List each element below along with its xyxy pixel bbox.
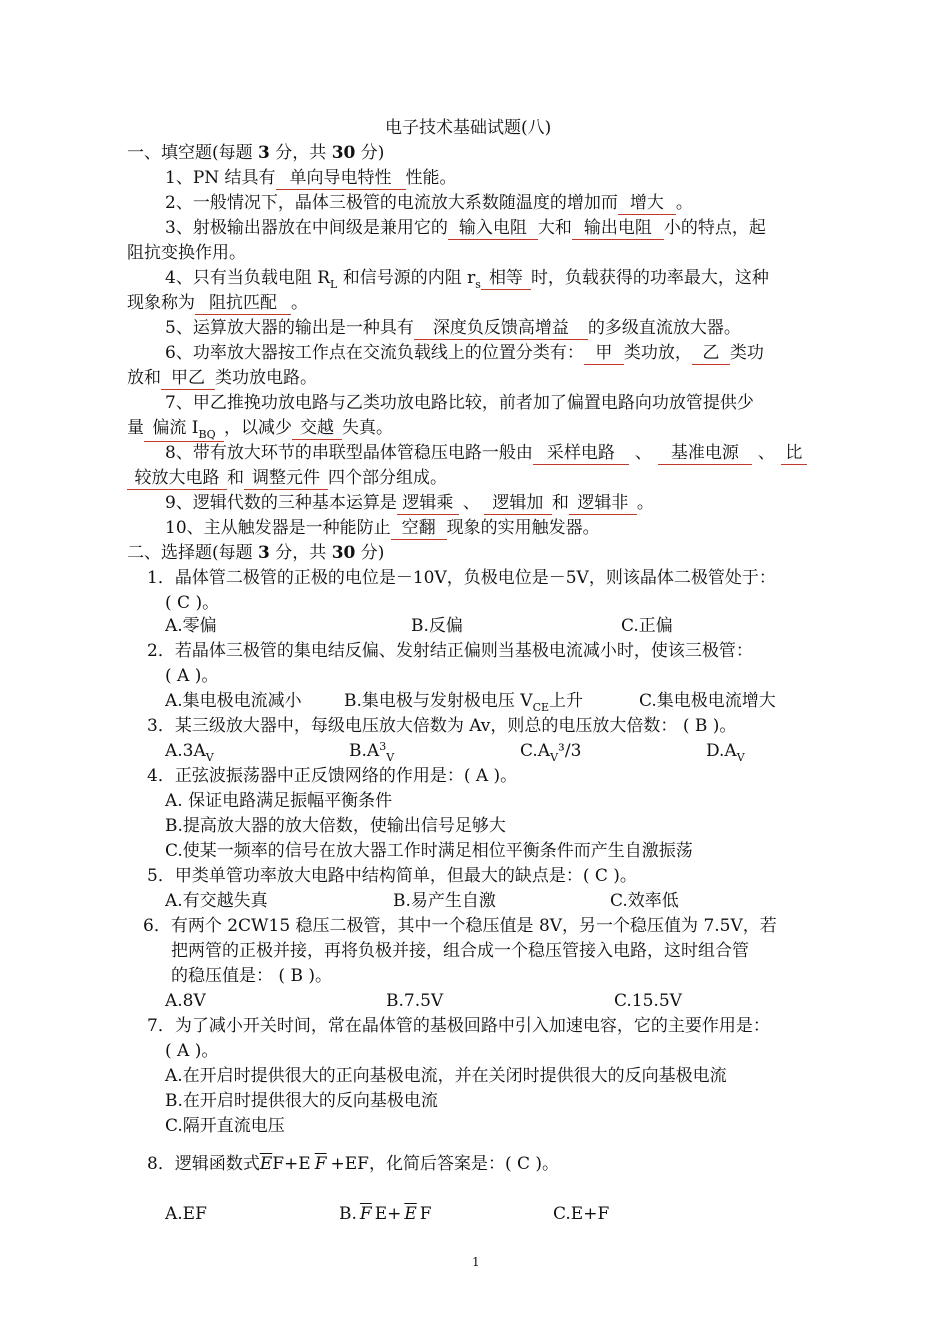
choice-2-option-b-end: 上升 xyxy=(549,691,584,711)
section-1-total: 30 xyxy=(331,143,356,163)
section-1-points: 3 xyxy=(258,143,270,163)
q10-text-end: 现象的实用触发器。 xyxy=(446,518,600,538)
choice-7-option-c: C.隔开直流电压 xyxy=(165,1116,285,1136)
question-6 xyxy=(165,341,764,365)
section-2-total: 30 xyxy=(331,543,356,563)
choice-4-option-c: C.使某一频率的信号在放大器工作时满足相位平衡条件而产生自激振荡 xyxy=(165,841,693,861)
choice-8-option-a: A.EF xyxy=(165,1204,207,1224)
choice-6-option-a: A.8V xyxy=(165,991,206,1011)
question-5 xyxy=(165,316,741,340)
choice-3-stem: 3．某三级放大器中，每级电压放大倍数为 Av，则总的电压放大倍数： ( B )。 xyxy=(147,716,737,736)
q9-answer-1: 逻辑乘 xyxy=(397,492,459,515)
question-3 xyxy=(165,216,766,240)
section-1-heading xyxy=(127,141,384,165)
q1-text: 1、PN 结具有 xyxy=(165,168,276,188)
q9-sep-1: 、 xyxy=(462,493,480,513)
q5-answer: 深度负反馈高增益 xyxy=(414,317,588,340)
choice-8-option-b-e-bar: $\overline{E}$ xyxy=(404,1204,417,1224)
choice-8-option-b-f-bar: $\overline{F}$ xyxy=(359,1204,372,1224)
choice-7-option-a: A.在开启时提供很大的正向基极电流，并在关闭时提供很大的反向基极电流 xyxy=(165,1066,727,1086)
q2-answer: 增大 xyxy=(618,192,676,215)
q5-text: 5、运算放大器的输出是一种具有 xyxy=(165,318,414,338)
choice-5-option-b: B.易产生自激 xyxy=(393,891,496,911)
q8-text-mid: 和 xyxy=(227,468,244,488)
choice-3-option-b-text: B.A xyxy=(349,741,380,761)
q3-text-end: 小的特点，起 xyxy=(663,218,766,238)
exam-title: 电子技术基础试题(八) xyxy=(385,118,552,138)
q3-text: 3、射极输出器放在中间级是兼用它的 xyxy=(165,218,448,238)
q9-text: 9、逻辑代数的三种基本运算是 xyxy=(165,493,397,513)
choice-1-answer: ( C )。 xyxy=(165,593,220,613)
choice-6-option-c: C.15.5V xyxy=(614,991,682,1011)
question-8-line-2 xyxy=(127,466,447,490)
q4-text-mid: 和信号源的内阻 r xyxy=(337,268,476,288)
q4-answer-1: 相等 xyxy=(481,267,531,290)
q8-sep-1: 、 xyxy=(634,443,652,463)
section-2-points: 3 xyxy=(258,543,270,563)
question-3-line-2: 阻抗变换作用。 xyxy=(127,243,246,263)
q9-answer-3: 逻辑非 xyxy=(569,492,637,515)
q3-text-mid: 大和 xyxy=(537,218,572,238)
section-2-heading xyxy=(127,541,384,565)
choice-8-stem-mid-1: F+E xyxy=(272,1154,311,1174)
choice-4-option-b: B.提高放大器的放大倍数，使输出信号足够大 xyxy=(165,816,506,836)
choice-8-option-b-text: B. xyxy=(339,1204,357,1224)
q6-text: 6、功率放大器按工作点在交流负载线上的位置分类有： xyxy=(165,343,584,363)
q6-line2-end: 类功放电路。 xyxy=(215,368,317,388)
choice-3-option-a-text: A.3A xyxy=(165,741,206,761)
section-2-prefix: 二、选择题(每题 xyxy=(127,543,259,563)
choice-3-option-c-end: ³/3 xyxy=(558,741,582,761)
choice-3-option-b-sub: V xyxy=(386,751,395,764)
q8-answer-3-part-2: 较放大电路 xyxy=(127,467,227,490)
question-7: 7、甲乙推挽功放电路与乙类功放电路比较，前者加了偏置电路向功放管提供少 xyxy=(165,393,754,413)
q4-line2-text: 现象称为 xyxy=(127,293,195,313)
choice-3-option-c xyxy=(520,739,581,765)
choice-2-option-b-sub: CE xyxy=(532,701,550,714)
section-1-prefix: 一、填空题(每题 xyxy=(127,143,259,163)
choice-1-option-a: A.零偏 xyxy=(165,616,217,636)
q4-text-end: 时，负载获得的功率最大，这种 xyxy=(530,268,769,288)
question-9 xyxy=(165,491,654,515)
choice-5-stem: 5．甲类单管功率放大电路中结构简单，但最大的缺点是：( C )。 xyxy=(147,866,637,886)
choice-3-option-d-text: D.A xyxy=(706,741,737,761)
q6-line2-text: 放和 xyxy=(127,368,161,388)
q1-answer: 单向导电特性 xyxy=(276,167,406,190)
choice-6-stem-line-3: 的稳压值是： ( B )。 xyxy=(171,966,332,986)
choice-7-stem: 7．为了减小开关时间，常在晶体管的基极回路中引入加速电容，它的主要作用是： xyxy=(147,1016,770,1036)
choice-7-option-b: B.在开启时提供很大的反向基极电流 xyxy=(165,1091,438,1111)
q4-sub-l: L xyxy=(330,278,338,291)
choice-4-stem: 4．正弦波振荡器中正反馈网络的作用是：( A )。 xyxy=(147,766,518,786)
choice-7-answer: ( A )。 xyxy=(165,1041,219,1061)
q2-text-end: 。 xyxy=(675,193,693,213)
q10-answer: 空翻 xyxy=(391,517,447,540)
q8-answer-3-part-1: 比 xyxy=(781,442,807,465)
q10-text: 10、主从触发器是一种能防止 xyxy=(165,518,391,538)
q7-answer-1-text: 偏流 I xyxy=(152,418,199,438)
q7-answer-2: 交越 xyxy=(292,417,342,440)
choice-8-option-b-end: F xyxy=(419,1204,432,1224)
choice-6-stem-line-1: 6．有两个 2CW15 稳压二极管，其中一个稳压值是 8V，另一个稳压值为 7.5V，若 xyxy=(143,916,777,936)
q7-line2-text: 量 xyxy=(127,418,144,438)
choice-5-option-c: C.效率低 xyxy=(610,891,679,911)
question-1 xyxy=(165,166,457,190)
choice-6-stem-line-2: 把两管的正极并接，再将负极并接，组合成一个稳压管接入电路，这时组合管 xyxy=(171,941,749,961)
q7-text-end: 失真。 xyxy=(342,418,393,438)
q6-answer-2: 乙 xyxy=(692,342,730,365)
question-6-line-2 xyxy=(127,366,317,390)
q9-answer-2: 逻辑加 xyxy=(484,492,552,515)
choice-8-option-b xyxy=(339,1202,432,1226)
choice-8-option-b-mid: E+ xyxy=(374,1204,402,1224)
choice-8-f-bar: $\overline{F}$ xyxy=(314,1154,327,1174)
question-4-line-2 xyxy=(127,291,308,315)
q8-answer-2: 基准电源 xyxy=(658,442,752,465)
choice-3-option-d xyxy=(706,739,745,765)
choice-2-option-b xyxy=(344,689,583,715)
choice-1-option-c: C.正偏 xyxy=(621,616,673,636)
choice-6-option-b: B.7.5V xyxy=(386,991,444,1011)
question-8 xyxy=(165,441,807,465)
q8-answer-1: 采样电路 xyxy=(533,442,629,465)
q7-answer-1-sub: BQ xyxy=(198,428,216,441)
choice-8-stem-mid-2: +EF，化简后答案是：( C )。 xyxy=(330,1154,560,1174)
q4-text: 4、只有当负载电阻 R xyxy=(165,268,331,288)
q4-line2-end: 。 xyxy=(291,293,308,313)
choice-8-stem-text: 8．逻辑函数式 xyxy=(147,1154,260,1174)
q8-text-end: 四个部分组成。 xyxy=(328,468,447,488)
choice-3-option-c-text: C.A xyxy=(520,741,551,761)
q2-text: 2、一般情况下，晶体三极管的电流放大系数随温度的增加而 xyxy=(165,193,618,213)
q3-answer-1: 输入电阻 xyxy=(448,217,538,240)
q9-text-end: 。 xyxy=(636,493,654,513)
page-number: 1 xyxy=(472,1255,480,1269)
choice-3-option-b xyxy=(349,739,394,765)
choice-3-option-b-sup: 3 xyxy=(379,740,387,753)
q1-text-end: 性能。 xyxy=(405,168,457,188)
choice-3-option-d-sub: V xyxy=(736,751,745,764)
choice-3-option-a-sub: V xyxy=(205,751,214,764)
q6-text-mid-1: 类功放， xyxy=(623,343,692,363)
choice-4-option-a: A. 保证电路满足振幅平衡条件 xyxy=(165,791,393,811)
choice-1-stem: 1．晶体管二极管的正极的电位是－10V，负极电位是－5V，则该晶体二极管处于： xyxy=(147,568,776,588)
choice-3-option-c-sub: V xyxy=(550,751,559,764)
choice-5-option-a: A.有交越失真 xyxy=(165,891,268,911)
q6-answer-1: 甲 xyxy=(584,342,624,365)
choice-2-option-b-text: B.集电极与发射极电压 V xyxy=(344,691,533,711)
question-7-line-2 xyxy=(127,416,393,442)
question-2 xyxy=(165,191,693,215)
question-10 xyxy=(165,516,600,540)
choice-1-option-b: B.反偏 xyxy=(411,616,463,636)
choice-2-option-a: A.集电极电流减小 xyxy=(165,691,302,711)
section-2-suffix: 分) xyxy=(355,543,385,563)
q6-answer-3: 甲乙 xyxy=(161,367,215,390)
choice-8-stem xyxy=(147,1152,559,1176)
section-1-mid: 分，共 xyxy=(269,143,332,163)
choice-2-option-c: C.集电极电流增大 xyxy=(639,691,776,711)
section-1-suffix: 分) xyxy=(355,143,385,163)
q6-text-mid-2: 类功 xyxy=(729,343,764,363)
q9-text-mid: 和 xyxy=(551,493,569,513)
choice-8-e-bar: $\overline{E}$ xyxy=(259,1154,273,1174)
q7-text-mid: ，以减少 xyxy=(224,418,292,438)
q4-sub-s: s xyxy=(475,278,481,291)
q8-text: 8、带有放大环节的串联型晶体管稳压电路一般由 xyxy=(165,443,533,463)
q7-answer-1 xyxy=(144,417,224,442)
choice-2-stem: 2．若晶体三极管的集电结反偏、发射结正偏则当基极电流减小时，使该三极管： xyxy=(147,641,753,661)
section-2-mid: 分，共 xyxy=(269,543,332,563)
q8-sep-2: 、 xyxy=(757,443,775,463)
question-4 xyxy=(165,266,769,292)
choice-2-answer: ( A )。 xyxy=(165,666,219,686)
choice-8-option-c: C.E+F xyxy=(553,1204,610,1224)
choice-3-option-a xyxy=(165,739,214,765)
q8-answer-4: 调整元件 xyxy=(244,467,328,490)
q4-answer-2: 阻抗匹配 xyxy=(195,292,291,315)
q5-text-end: 的多级直流放大器。 xyxy=(587,318,741,338)
q3-answer-2: 输出电阻 xyxy=(572,217,664,240)
